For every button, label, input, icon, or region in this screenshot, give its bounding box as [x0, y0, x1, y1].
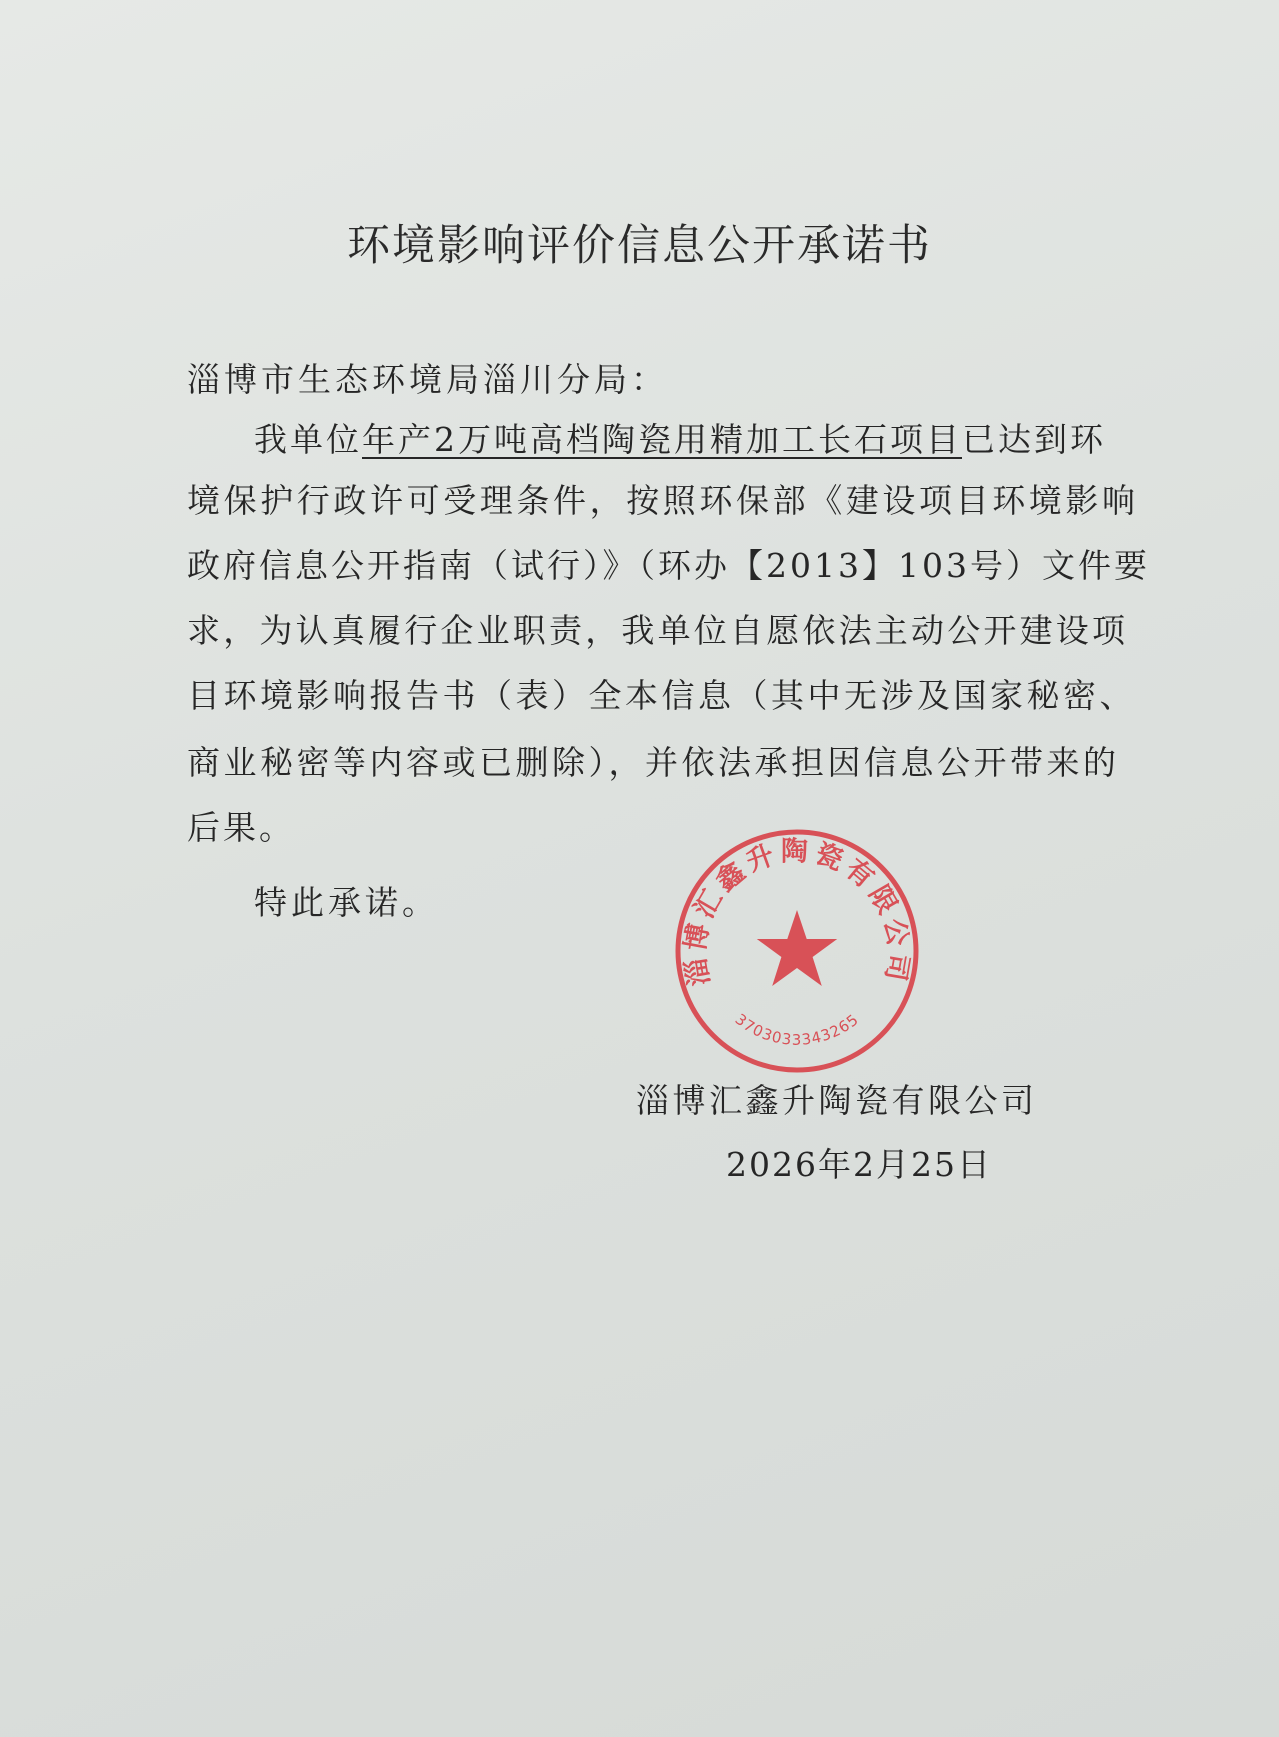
body-line-1-prefix: 我单位: [254, 420, 362, 459]
recipient-line: 淄博市生态环境局淄川分局：: [187, 360, 668, 399]
company-seal: [672, 826, 922, 1076]
seal-star-icon: [757, 910, 837, 986]
body-line-1-suffix: 已达到环: [962, 420, 1106, 459]
document-title: 环境影响评价信息公开承诺书: [347, 221, 932, 271]
signature-company: 淄博汇鑫升陶瓷有限公司: [636, 1081, 1038, 1120]
body-line-4: 求，为认真履行企业职责，我单位自愿依法主动公开建设项: [187, 611, 1129, 650]
project-name: 年产2万吨高档陶瓷用精加工长石项目: [362, 420, 962, 459]
body-line-1: [254, 414, 1106, 461]
body-line-5: 目环境影响报告书（表）全本信息（其中无涉及国家秘密、: [187, 676, 1136, 715]
body-line-3: 政府信息公开指南（试行）》（环办【2013】103号）文件要: [187, 546, 1150, 585]
seal-code-text: 3703033343265: [731, 1010, 863, 1049]
seal-ring-text: 淄博汇鑫升陶瓷有限公司: [679, 836, 915, 988]
signature-date: 2026年2月25日: [726, 1145, 992, 1184]
body-line-6: 商业秘密等内容或已删除），并依法承担因信息公开带来的: [187, 743, 1120, 782]
body-line-7: 后果。: [187, 808, 295, 847]
body-line-2: 境保护行政许可受理条件，按照环保部《建设项目环境影响: [187, 481, 1139, 520]
closing-statement: 特此承诺。: [254, 883, 439, 922]
